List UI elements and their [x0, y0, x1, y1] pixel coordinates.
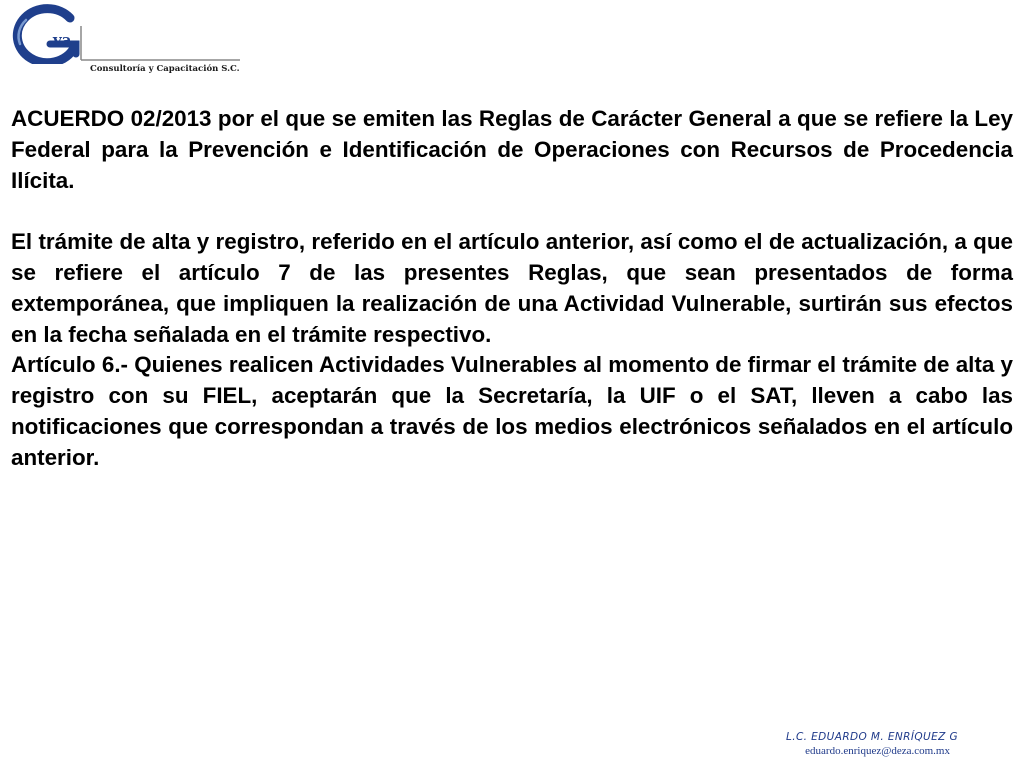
- paragraph-acuerdo: ACUERDO 02/2013 por el que se emiten las Reglas de Carácter General a que se refiere la Ley Federal para la Prevención e Identificación de Operaciones con Recursos de Procedencia Ilícita.: [11, 106, 1013, 193]
- footer-signature: [786, 730, 958, 758]
- document-body: [11, 104, 1013, 474]
- footer-author-name: L.C. EDUARDO M. ENRÍQUEZ G: [785, 731, 958, 743]
- company-name: Consultoría y Capacitación S.C.: [90, 64, 240, 74]
- footer-email: eduardo.enriquez@deza.com.mx: [805, 745, 950, 757]
- gva-logo-icon: [6, 4, 246, 64]
- paragraph-articulo-6: Artículo 6.- Quienes realicen Actividades Vulnerables al momento de firmar el trámite de alta y registro con su FIEL, aceptarán que la Secretaría, la UIF o el SAT, lleven a cabo las notificaciones que correspondan a través de los medios electrónicos señalados en el artículo anterior.: [11, 352, 1013, 470]
- company-logo: [6, 4, 246, 76]
- logo-letters: va: [53, 31, 72, 49]
- paragraph-tramite: El trámite de alta y registro, referido en el artículo anterior, así como el de actualización, a que se refiere el artículo 7 de las presentes Reglas, que sean presentados de forma extemporánea, que impliquen la realización de una Actividad Vulnerable, surtirán sus efectos en la fecha señalada en el trámite respectivo.: [11, 229, 1013, 347]
